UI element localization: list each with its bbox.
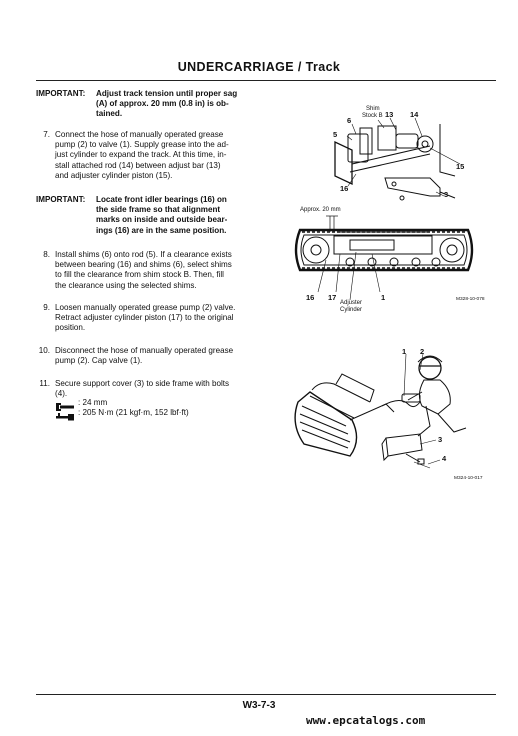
track-adjustment-figure — [290, 104, 480, 309]
step-text: Disconnect the hose of manually operated grease pump (2). Cap valve (1). — [55, 346, 234, 366]
callout: 16 — [306, 293, 315, 302]
callout: 16 — [340, 184, 349, 193]
callout: 14 — [410, 110, 419, 119]
step-text: Install shims (6) onto rod (5). If a clearance exists between bearing (16) and shims (6), select shims to fill the clearance from shim stock B. Then, fill the clearance using the selected shims. — [55, 250, 232, 290]
watermark: www.epcatalogs.com — [306, 714, 426, 727]
callout: 13 — [385, 110, 394, 119]
important-text: Locate front idler bearings (16) on the side frame so that alignment marks on inside and outside bear- ings (16) are in the same position. — [96, 195, 228, 235]
header-rule — [36, 80, 496, 81]
wrench-icon — [55, 399, 75, 409]
page-title: UNDERCARRIAGE / Track — [177, 60, 341, 74]
callout: 5 — [333, 130, 338, 139]
step-text: Secure support cover (3) to side frame with bolts (4). — [55, 379, 230, 399]
step-number: 8. — [43, 250, 50, 259]
figure-code: M324-10-017 — [454, 476, 483, 481]
step-text: Connect the hose of manually operated grease pump (2) to valve (1). Supply grease into the ad- just cylinder to expand the track. At this time, in- stall attached rod (14) between adjust bar (13) and adjuster cylinder piston (15). — [55, 130, 229, 180]
important-label: IMPORTANT: — [36, 195, 86, 204]
torque-wrench-icon — [55, 409, 75, 419]
adjuster-label: Adjuster — [340, 300, 363, 306]
step-number: 7. — [43, 130, 50, 139]
callout: 15 — [456, 162, 465, 171]
step-number: 10. — [38, 346, 50, 355]
callout: 1 — [381, 293, 386, 302]
callout: 3 — [438, 435, 443, 444]
important-label: IMPORTANT: — [36, 89, 86, 98]
step-number: 11. — [39, 379, 50, 388]
step-text: Loosen manually operated grease pump (2) valve. Retract adjuster cylinder piston (17) to the original position. — [55, 303, 236, 333]
figure-code: M328-10-078 — [456, 297, 485, 302]
callout: 1 — [402, 347, 407, 356]
footer-rule — [36, 694, 496, 695]
shim-label: Shim — [366, 106, 380, 112]
wrench-size: : 24 mm — [78, 398, 108, 407]
callout: 2 — [420, 347, 425, 356]
page-number: W3-7-3 — [242, 700, 276, 711]
callout: 17 — [328, 293, 337, 302]
grease-pump-figure — [290, 344, 480, 474]
callout: 3 — [444, 190, 449, 199]
adjuster-label: Cylinder — [340, 307, 363, 313]
step-number: 9. — [43, 303, 50, 312]
torque-value: : 205 N·m (21 kgf·m, 152 lbf·ft) — [78, 408, 189, 417]
approx-label: Approx. 20 mm — [300, 207, 341, 213]
callout: 4 — [442, 454, 447, 463]
important-text: Adjust track tension until proper sag (A) of approx. 20 mm (0.8 in) is ob- tained. — [96, 89, 238, 119]
callout: 6 — [347, 116, 352, 125]
shim-label: Stock B — [362, 113, 383, 119]
